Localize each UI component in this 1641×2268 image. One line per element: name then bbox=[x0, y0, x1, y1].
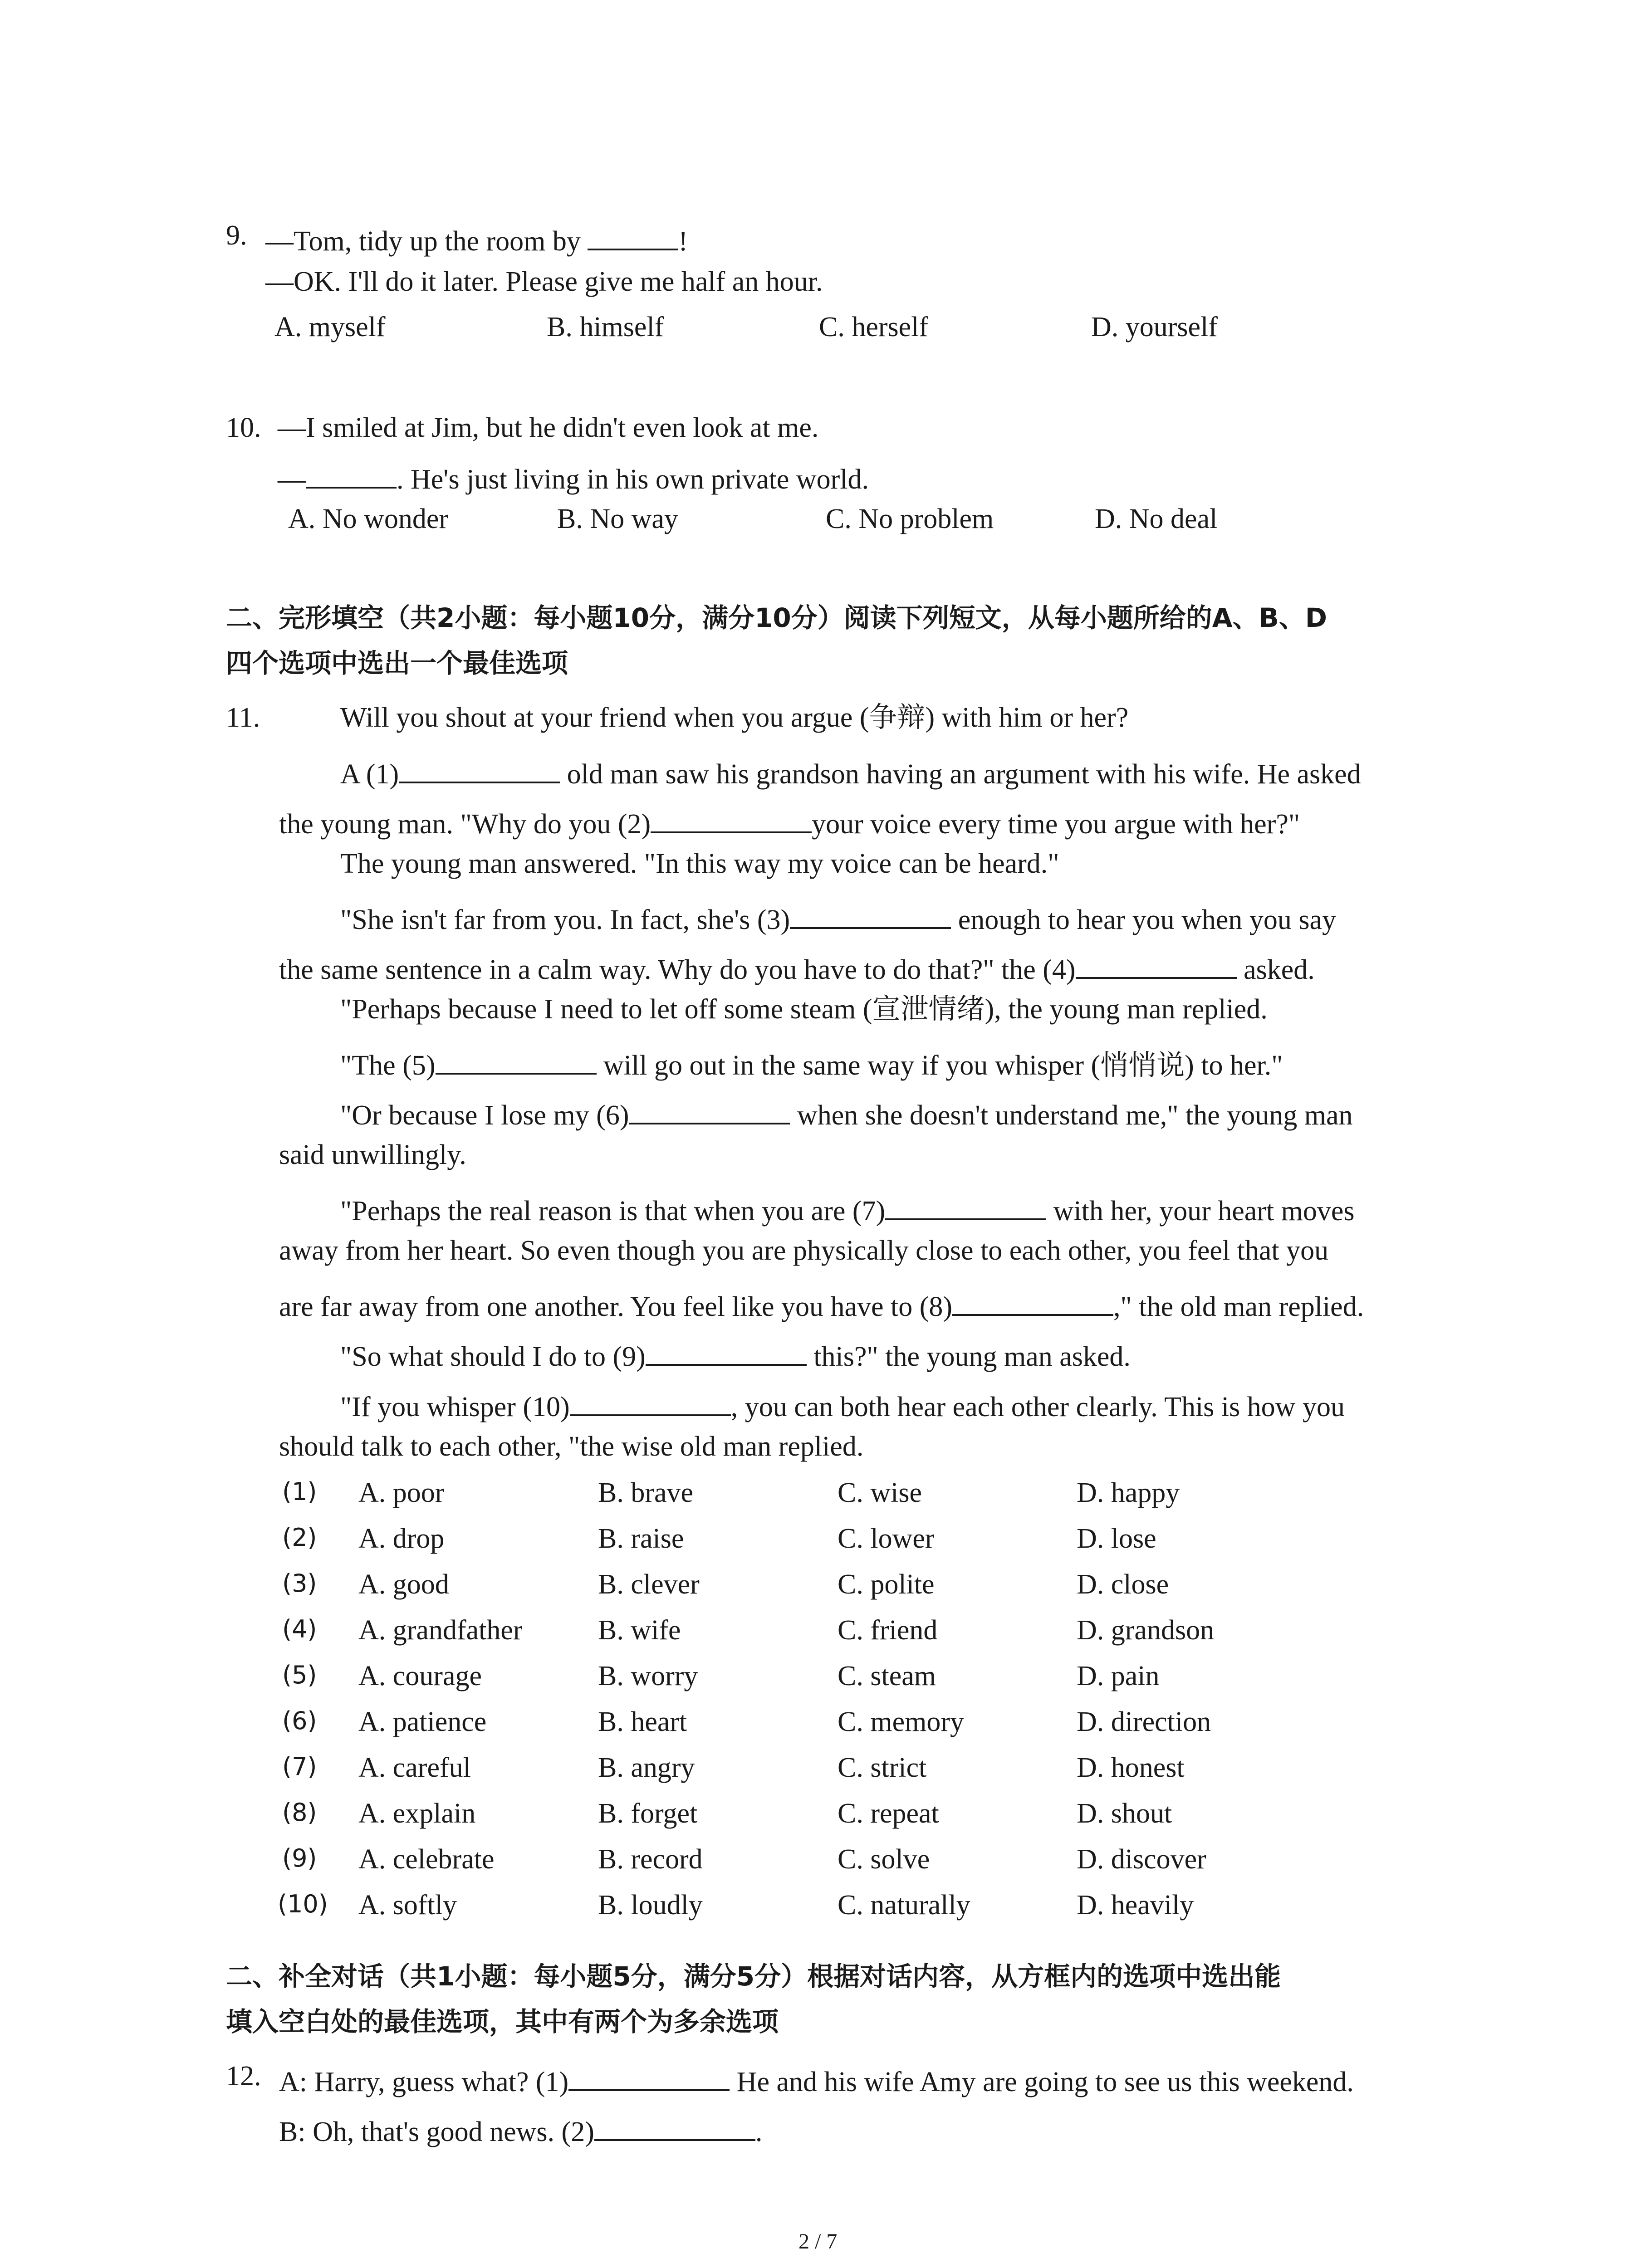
choice-number: (9) bbox=[282, 1844, 317, 1872]
choice-c: C. steam bbox=[838, 1661, 936, 1691]
choice-a: A. patience bbox=[358, 1706, 487, 1737]
choice-d: D. discover bbox=[1077, 1844, 1206, 1875]
passage-line: should talk to each other, "the wise old man replied. bbox=[279, 1431, 864, 1462]
choice-a: A. drop bbox=[358, 1523, 445, 1554]
choice-b: B. raise bbox=[598, 1523, 684, 1554]
choice-b: B. forget bbox=[598, 1798, 698, 1829]
choice-c: C. friend bbox=[838, 1615, 938, 1646]
q9-line2: —OK. I'll do it later. Please give me half an hour. bbox=[265, 266, 823, 297]
choice-c: C. memory bbox=[838, 1706, 964, 1737]
choice-a: A. explain bbox=[358, 1798, 476, 1829]
choice-b: B. worry bbox=[598, 1661, 698, 1691]
q12-line2: B: Oh, that's good news. (2) . bbox=[279, 2112, 762, 2146]
passage-line: The young man answered. "In this way my voice can be heard." bbox=[340, 848, 1059, 879]
passage-line: "If you whisper (10) , you can both hear each other clearly. This is how you bbox=[340, 1387, 1345, 1421]
passage-line: "Perhaps because I need to let off some steam (宣泄情绪), the young man replied. bbox=[340, 994, 1268, 1025]
cloze-blank-10 bbox=[570, 1387, 731, 1416]
q10-option-a: A. No wonder bbox=[288, 503, 448, 534]
passage-line: A (1) old man saw his grandson having an argument with his wife. He asked bbox=[340, 754, 1361, 788]
choice-c: C. naturally bbox=[838, 1890, 970, 1921]
cloze-blank-3 bbox=[790, 900, 951, 929]
cloze-blank-6 bbox=[629, 1095, 790, 1124]
choice-number: (1) bbox=[282, 1477, 317, 1506]
choice-c: C. wise bbox=[838, 1477, 922, 1508]
passage-line: "She isn't far from you. In fact, she's (3) enough to hear you when you say bbox=[340, 900, 1336, 934]
choice-d: D. lose bbox=[1077, 1523, 1156, 1554]
cloze-blank-4 bbox=[1076, 950, 1237, 979]
passage-line: said unwillingly. bbox=[279, 1139, 466, 1170]
passage-line: are far away from one another. You feel like you have to (8) ," the old man replied. bbox=[279, 1287, 1364, 1321]
choice-b: B. loudly bbox=[598, 1890, 703, 1921]
q10-option-b: B. No way bbox=[557, 503, 678, 534]
q9-line1-post: ! bbox=[678, 226, 688, 257]
q12-blank-2 bbox=[594, 2112, 755, 2141]
choice-a: A. good bbox=[358, 1569, 449, 1600]
q10-line2-pre: — bbox=[278, 464, 306, 495]
cloze-blank-5 bbox=[436, 1046, 597, 1075]
choice-b: B. record bbox=[598, 1844, 703, 1875]
choice-a: A. careful bbox=[358, 1752, 471, 1783]
choice-d: D. direction bbox=[1077, 1706, 1211, 1737]
choice-c: C. strict bbox=[838, 1752, 927, 1783]
choice-number: (7) bbox=[282, 1752, 317, 1781]
passage-line: "So what should I do to (9) this?" the young man asked. bbox=[340, 1337, 1131, 1371]
q9-number: 9. bbox=[226, 220, 247, 251]
choice-b: B. clever bbox=[598, 1569, 700, 1600]
passage-line: away from her heart. So even though you are physically close to each other, you feel that you bbox=[279, 1235, 1329, 1266]
q12-blank-1 bbox=[568, 2062, 730, 2091]
passage-line: the same sentence in a calm way. Why do you have to do that?" the (4) asked. bbox=[279, 950, 1315, 984]
choice-number: (6) bbox=[282, 1706, 317, 1735]
choice-d: D. pain bbox=[1077, 1661, 1160, 1691]
choice-d: D. grandson bbox=[1077, 1615, 1215, 1646]
passage-line: "Or because I lose my (6) when she doesn't understand me," the young man bbox=[340, 1095, 1353, 1129]
passage-line: Will you shout at your friend when you argue (争辩) with him or her? bbox=[340, 702, 1129, 733]
q11-number: 11. bbox=[226, 702, 260, 733]
choice-b: B. wife bbox=[598, 1615, 681, 1646]
section-heading-dialogue-line1: 二、补全对话（共1小题：每小题5分，满分5分）根据对话内容，从方框内的选项中选出能 bbox=[226, 1961, 1281, 1992]
choice-number: (8) bbox=[282, 1798, 317, 1827]
choice-c: C. solve bbox=[838, 1844, 930, 1875]
page-number: 2 / 7 bbox=[798, 2229, 838, 2253]
q10-line1: —I smiled at Jim, but he didn't even look at me. bbox=[278, 412, 819, 443]
cloze-blank-8 bbox=[952, 1287, 1113, 1316]
q10-line2-post: . He's just living in his own private world. bbox=[397, 464, 869, 495]
passage-line: "Perhaps the real reason is that when you are (7) with her, your heart moves bbox=[340, 1191, 1355, 1225]
cloze-blank-9 bbox=[646, 1337, 807, 1366]
q9-option-b: B. himself bbox=[547, 312, 664, 342]
choice-number: (4) bbox=[282, 1615, 317, 1643]
choice-d: D. shout bbox=[1077, 1798, 1172, 1829]
q9-option-c: C. herself bbox=[819, 312, 929, 342]
q9-blank bbox=[588, 221, 678, 250]
choice-c: C. polite bbox=[838, 1569, 935, 1600]
q10-option-d: D. No deal bbox=[1095, 503, 1218, 534]
choice-c: C. repeat bbox=[838, 1798, 939, 1829]
choice-d: D. happy bbox=[1077, 1477, 1180, 1508]
q10-blank bbox=[306, 459, 397, 489]
q9-line1-pre: —Tom, tidy up the room by bbox=[265, 226, 588, 257]
choice-number: (3) bbox=[282, 1569, 317, 1598]
q12-number: 12. bbox=[226, 2061, 261, 2092]
section-heading-cloze-line2: 四个选项中选出一个最佳选项 bbox=[226, 648, 568, 679]
choice-number: (2) bbox=[282, 1523, 317, 1552]
choice-d: D. close bbox=[1077, 1569, 1169, 1600]
choice-a: A. poor bbox=[358, 1477, 445, 1508]
choice-a: A. courage bbox=[358, 1661, 482, 1691]
passage-line: "The (5) will go out in the same way if you whisper (悄悄说) to her." bbox=[340, 1046, 1283, 1080]
choice-number: (10) bbox=[278, 1890, 328, 1918]
cloze-blank-7 bbox=[885, 1191, 1046, 1220]
q10-option-c: C. No problem bbox=[826, 503, 994, 534]
q10-number: 10. bbox=[226, 412, 261, 443]
cloze-blank-1 bbox=[399, 754, 560, 783]
cloze-blank-2 bbox=[651, 804, 812, 833]
choice-c: C. lower bbox=[838, 1523, 935, 1554]
choice-number: (5) bbox=[282, 1661, 317, 1689]
choice-a: A. grandfather bbox=[358, 1615, 523, 1646]
section-heading-cloze-line1: 二、完形填空（共2小题：每小题10分，满分10分）阅读下列短文，从每小题所给的A、B、D bbox=[226, 602, 1327, 633]
q9-line1 bbox=[265, 221, 688, 255]
choice-d: D. heavily bbox=[1077, 1890, 1194, 1921]
choice-b: B. angry bbox=[598, 1752, 695, 1783]
passage-line: the young man. "Why do you (2) your voice every time you argue with her?" bbox=[279, 804, 1300, 838]
q10-line2 bbox=[278, 459, 869, 494]
q12-line1: A: Harry, guess what? (1) He and his wife Amy are going to see us this weekend. bbox=[279, 2062, 1354, 2096]
choice-d: D. honest bbox=[1077, 1752, 1185, 1783]
q9-option-d: D. yourself bbox=[1091, 312, 1218, 342]
choice-b: B. brave bbox=[598, 1477, 694, 1508]
choice-b: B. heart bbox=[598, 1706, 687, 1737]
q9-option-a: A. myself bbox=[274, 312, 386, 342]
section-heading-dialogue-line2: 填入空白处的最佳选项，其中有两个为多余选项 bbox=[226, 2006, 779, 2037]
choice-a: A. softly bbox=[358, 1890, 457, 1921]
choice-a: A. celebrate bbox=[358, 1844, 495, 1875]
